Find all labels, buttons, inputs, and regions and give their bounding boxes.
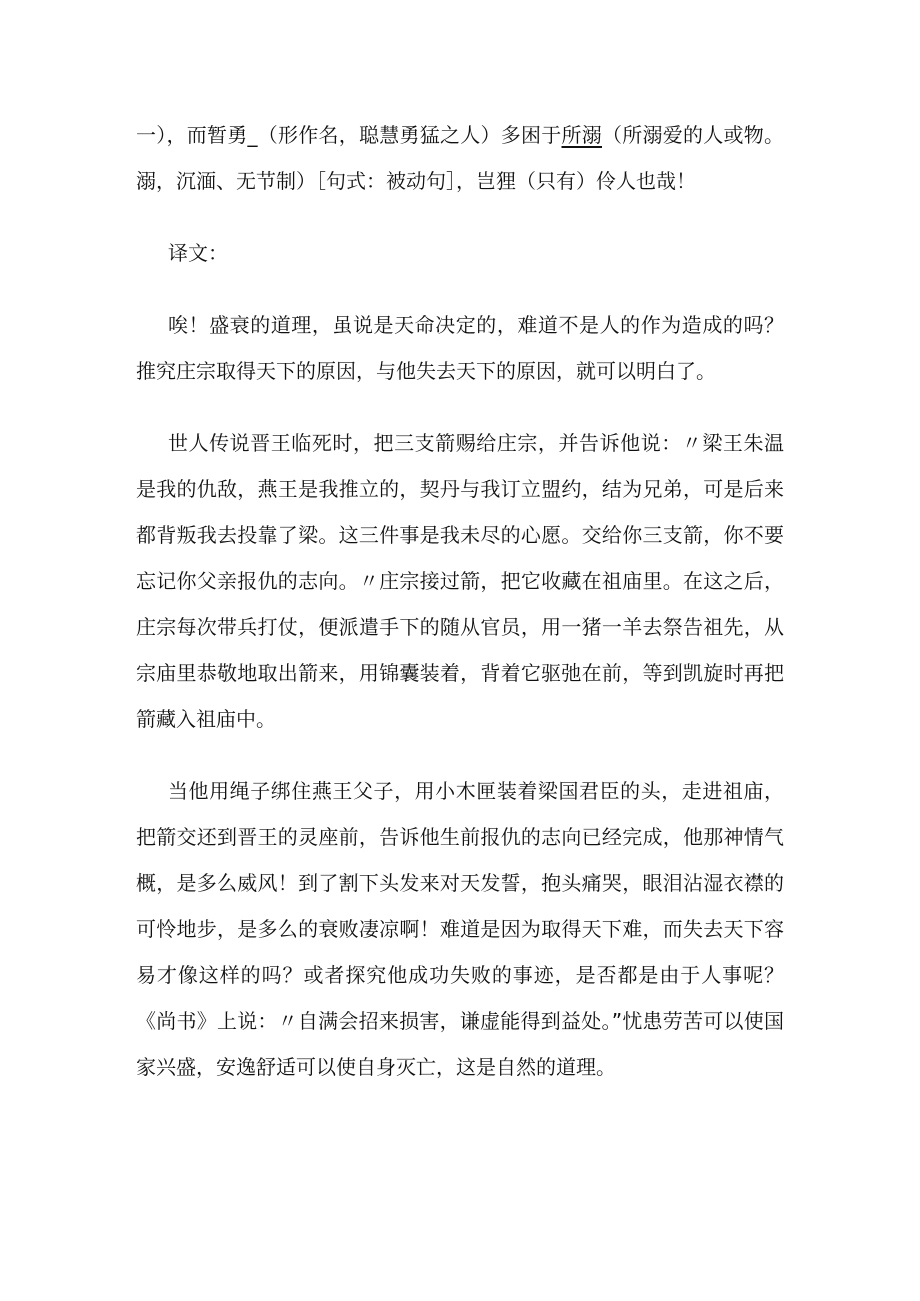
document-page bbox=[136, 112, 784, 1090]
paragraph-translation-3: 当他用绳子绑住燕王父子，用小木匣装着梁国君臣的头，走进祖庙，把箭交还到晋王的灵座前，告诉他生前报仇的志向已经完成，他那神情气概，是多么威风！到了割下头发来对天发誓，抱头痛哭，眼泪沾湿衣襟的可怜地步，是多么的衰败凄凉啊！难道是因为取得天下难，而失去天下容易才像这样的吗？或者探究他成功失败的事迹，是否都是由于人事呢？《尚书》上说：〃自满会招来损害，谦虚能得到益处。”忧患劳苦可以使国家兴盛，安逸舒适可以使自身灭亡，这是自然的道理。 bbox=[136, 779, 784, 1079]
paragraph-translation-2: 世人传说晋王临死时，把三支箭赐给庄宗，并告诉他说：〃梁王朱温是我的仇敌，燕王是我推立的，契丹与我订立盟约，结为兄弟，可是后来都背叛我去投靠了梁。这三件事是我未尽的心愿。交给你三支箭，你不要忘记你父亲报仇的志向。〃庄宗接过箭，把它收藏在祖庙里。在这之后，庄宗每次带兵打仗，便派遣手下的随从官员，用一猪一羊去祭告祖先，从宗庙里恭敬地取出箭来，用锦囊装着，背着它驱弛在前，等到凯旋时再把箭藏入祖庙中。 bbox=[136, 431, 784, 731]
underlined-term: 所溺 bbox=[561, 123, 602, 147]
paragraph-translation-1: 唉！盛衰的道理，虽说是天命决定的，难道不是人的作为造成的吗？推究庄宗取得天下的原因，与他失去天下的原因，就可以明白了。 bbox=[136, 313, 784, 383]
annotation-text-after: （所溺爱的人或物。溺，沉湎、无节制）［句式：被动句］，岂狸（只有）伶人也哉！ bbox=[136, 123, 784, 193]
annotation-text-before: 一），而暂勇_（形作名，聪慧勇猛之人）多困于 bbox=[136, 123, 562, 147]
translation-heading: 译文： bbox=[168, 241, 228, 265]
paragraph-annotation bbox=[136, 112, 784, 204]
